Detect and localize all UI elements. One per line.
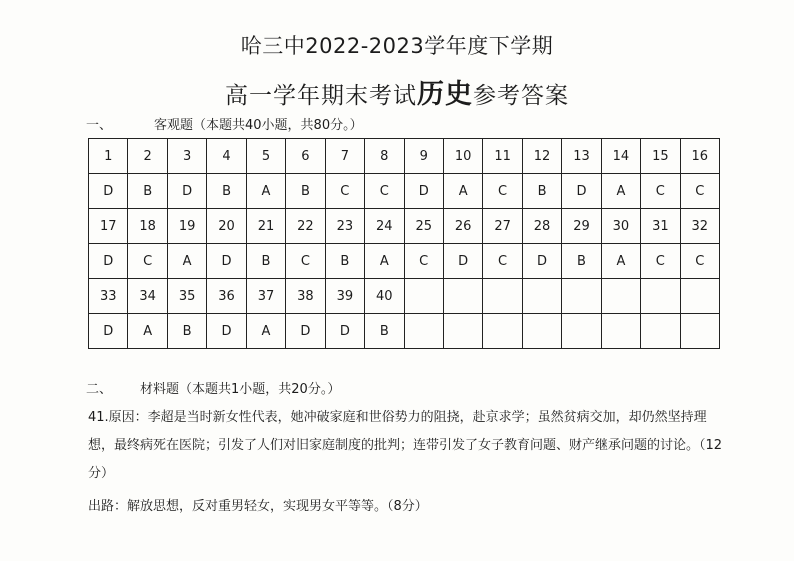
question-number-cell: 40 <box>365 279 404 314</box>
answer-cell: C <box>641 174 680 209</box>
answer41-outlet: 出路：解放思想，反对重男轻女，实现男女平等等。（8分） <box>88 499 428 514</box>
answer-cell: D <box>325 314 364 349</box>
question-number-cell: 10 <box>443 139 482 174</box>
question-number-cell: 6 <box>286 139 325 174</box>
question-number-cell: 13 <box>562 139 601 174</box>
section2-title: 材料题（本题共1小题，共20分。） <box>140 382 341 397</box>
answer-cell: C <box>365 174 404 209</box>
answer-cell: B <box>522 174 561 209</box>
question-number-cell: 5 <box>246 139 285 174</box>
answer-cell: C <box>286 244 325 279</box>
question-number-cell: 30 <box>601 209 640 244</box>
answer-cell <box>522 314 561 349</box>
answer-cell: B <box>246 244 285 279</box>
answer-cell <box>404 314 443 349</box>
question-number-row <box>89 279 720 314</box>
question-number-cell: 34 <box>128 279 167 314</box>
section2-heading <box>86 378 340 397</box>
answer-cell: B <box>286 174 325 209</box>
question-number-cell: 21 <box>246 209 285 244</box>
question-number-cell: 16 <box>680 139 719 174</box>
answer-cell: C <box>128 244 167 279</box>
answer-cell <box>680 314 719 349</box>
answer-row <box>89 244 720 279</box>
question-number-cell <box>601 279 640 314</box>
question-number-cell <box>522 279 561 314</box>
question-number-cell: 24 <box>365 209 404 244</box>
question-number-cell: 9 <box>404 139 443 174</box>
question-number-cell: 32 <box>680 209 719 244</box>
answer-cell: A <box>601 174 640 209</box>
question-number-cell <box>404 279 443 314</box>
answer-cell: A <box>167 244 206 279</box>
question-number-cell: 4 <box>207 139 246 174</box>
answer-cell: D <box>89 244 128 279</box>
answer-cell: B <box>365 314 404 349</box>
question-number-cell: 19 <box>167 209 206 244</box>
answer-cell: B <box>167 314 206 349</box>
question-number-cell: 2 <box>128 139 167 174</box>
answer-cell <box>562 314 601 349</box>
question-number-cell: 8 <box>365 139 404 174</box>
answer-cell: D <box>562 174 601 209</box>
answer-cell: A <box>443 174 482 209</box>
answer-cell: D <box>207 244 246 279</box>
question-number-cell <box>562 279 601 314</box>
answer-cell: C <box>404 244 443 279</box>
answer-cell: C <box>325 174 364 209</box>
question-number-cell <box>680 279 719 314</box>
answer-cell: D <box>404 174 443 209</box>
answer-cell <box>641 314 680 349</box>
subtitle-prefix: 高一学年期末考试 <box>225 83 417 109</box>
question-number-cell: 17 <box>89 209 128 244</box>
question-number-cell <box>443 279 482 314</box>
answer-cell: D <box>522 244 561 279</box>
answer-cell: D <box>167 174 206 209</box>
answer-cell: A <box>246 174 285 209</box>
question-number-row <box>89 139 720 174</box>
question-number-cell: 22 <box>286 209 325 244</box>
answer-cell: B <box>562 244 601 279</box>
answer-cell <box>483 314 522 349</box>
question-number-cell: 37 <box>246 279 285 314</box>
subtitle-suffix: 参考答案 <box>473 83 569 109</box>
question-number-cell: 25 <box>404 209 443 244</box>
question-number-cell: 27 <box>483 209 522 244</box>
answer-cell: C <box>641 244 680 279</box>
question-number-cell: 33 <box>89 279 128 314</box>
question-number-cell: 39 <box>325 279 364 314</box>
answer-cell: D <box>89 174 128 209</box>
answer-cell: D <box>89 314 128 349</box>
document-title: 哈三中2022-2023学年度下学期 <box>240 34 554 58</box>
answer-cell <box>443 314 482 349</box>
question-number-row <box>89 209 720 244</box>
answer-cell: D <box>443 244 482 279</box>
answer-cell: B <box>207 174 246 209</box>
question-number-cell: 26 <box>443 209 482 244</box>
question-number-cell: 29 <box>562 209 601 244</box>
answer-table <box>88 138 720 349</box>
question-number-cell: 15 <box>641 139 680 174</box>
document-subtitle <box>0 72 794 111</box>
question-number-cell: 1 <box>89 139 128 174</box>
answer41-text: 41.原因：李超是当时新女性代表，她冲破家庭和世俗势力的阻挠，赴京求学；虽然贫病交加，却仍然坚持理想，最终病死在医院；引发了人们对旧家庭制度的批判；连带引发了女子教育问题、财产继承问题的讨论。（12分） <box>88 410 723 481</box>
answer-cell: A <box>128 314 167 349</box>
section2-number: 二、 <box>86 382 113 397</box>
answer-cell: C <box>483 244 522 279</box>
section1-title: 客观题（本题共40小题，共80分。） <box>154 118 363 133</box>
answer-cell: A <box>601 244 640 279</box>
section1-heading <box>86 114 363 133</box>
question-number-cell: 14 <box>601 139 640 174</box>
answer-cell: D <box>286 314 325 349</box>
question-number-cell: 38 <box>286 279 325 314</box>
question-number-cell: 7 <box>325 139 364 174</box>
question-number-cell: 11 <box>483 139 522 174</box>
question-number-cell: 36 <box>207 279 246 314</box>
section1-number: 一、 <box>86 118 113 133</box>
subject-name: 历史 <box>417 79 473 110</box>
answer-cell: A <box>365 244 404 279</box>
question-number-cell <box>641 279 680 314</box>
answer-row <box>89 174 720 209</box>
answer-cell: B <box>325 244 364 279</box>
answer-cell: D <box>207 314 246 349</box>
question-number-cell: 12 <box>522 139 561 174</box>
answer-row <box>89 314 720 349</box>
answer-cell: C <box>483 174 522 209</box>
answer-cell: C <box>680 244 719 279</box>
answer-cell <box>601 314 640 349</box>
question-number-cell: 20 <box>207 209 246 244</box>
question-number-cell: 31 <box>641 209 680 244</box>
question-number-cell: 3 <box>167 139 206 174</box>
question-number-cell: 35 <box>167 279 206 314</box>
question-number-cell: 23 <box>325 209 364 244</box>
answer-cell: B <box>128 174 167 209</box>
question-number-cell <box>483 279 522 314</box>
answer-cell: A <box>246 314 285 349</box>
question-number-cell: 18 <box>128 209 167 244</box>
question-number-cell: 28 <box>522 209 561 244</box>
answer-cell: C <box>680 174 719 209</box>
